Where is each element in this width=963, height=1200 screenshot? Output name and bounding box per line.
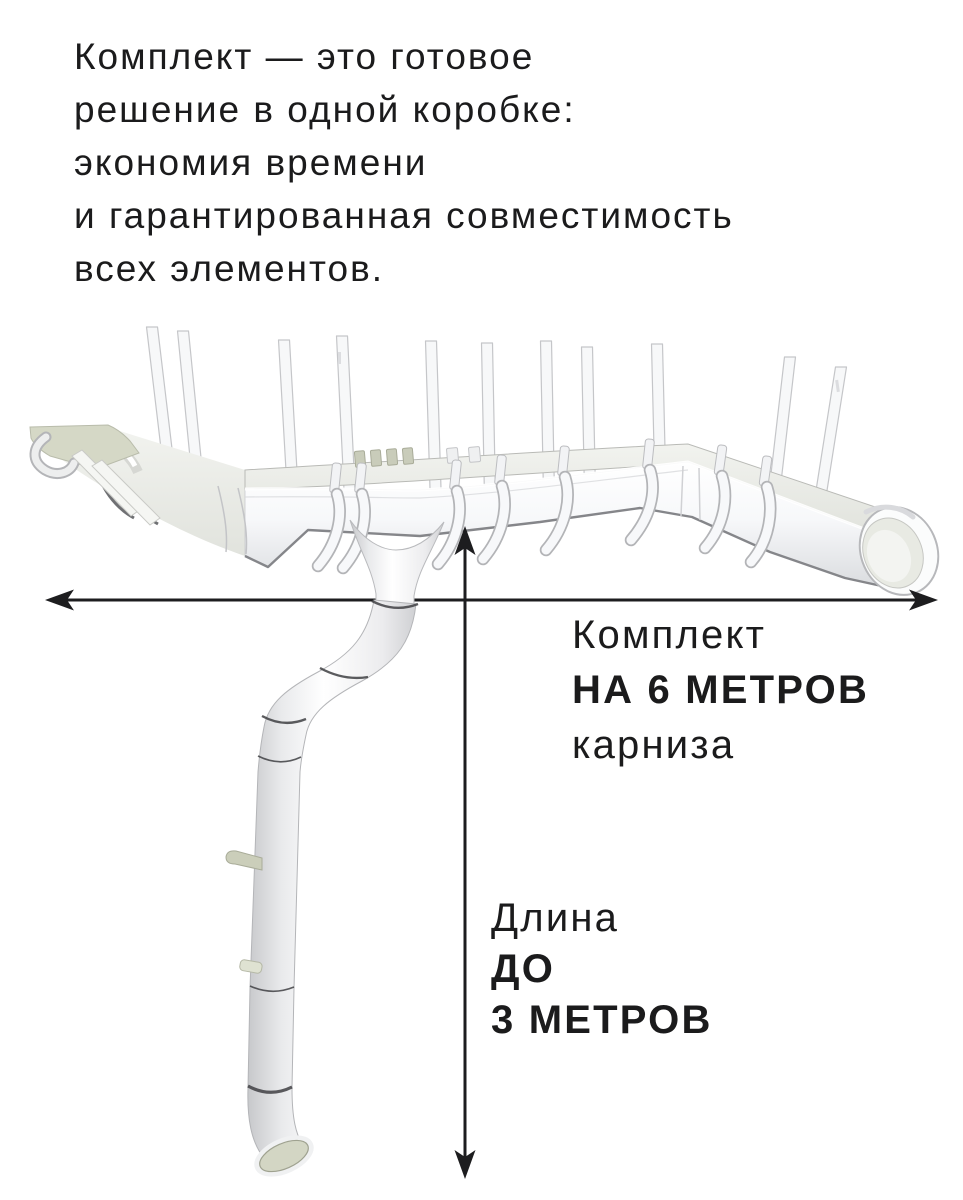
downpipe-assembly	[226, 520, 444, 1181]
intro-line: решение в одной коробке:	[74, 89, 576, 130]
vertical-dimension-label	[491, 893, 713, 1046]
dimension-label-line: НА 6 МЕТРОВ	[572, 668, 870, 712]
dimension-label-line: Комплект	[572, 613, 767, 657]
downpipe	[248, 600, 416, 1158]
dimension-label-line: 3 МЕТРОВ	[491, 998, 713, 1042]
vertical-dimension-arrow	[455, 526, 476, 1179]
dimension-label-line: карниза	[572, 723, 736, 767]
horizontal-dimension-label	[572, 608, 869, 773]
intro-line: экономия времени	[74, 142, 428, 183]
intro-line: всех элементов.	[74, 248, 385, 289]
intro-line: Комплект — это готовое	[74, 36, 535, 77]
dimension-label-line: ДО	[491, 947, 556, 991]
dimension-label-line: Длина	[491, 896, 620, 940]
intro-line: и гарантированная совместимость	[74, 195, 734, 236]
